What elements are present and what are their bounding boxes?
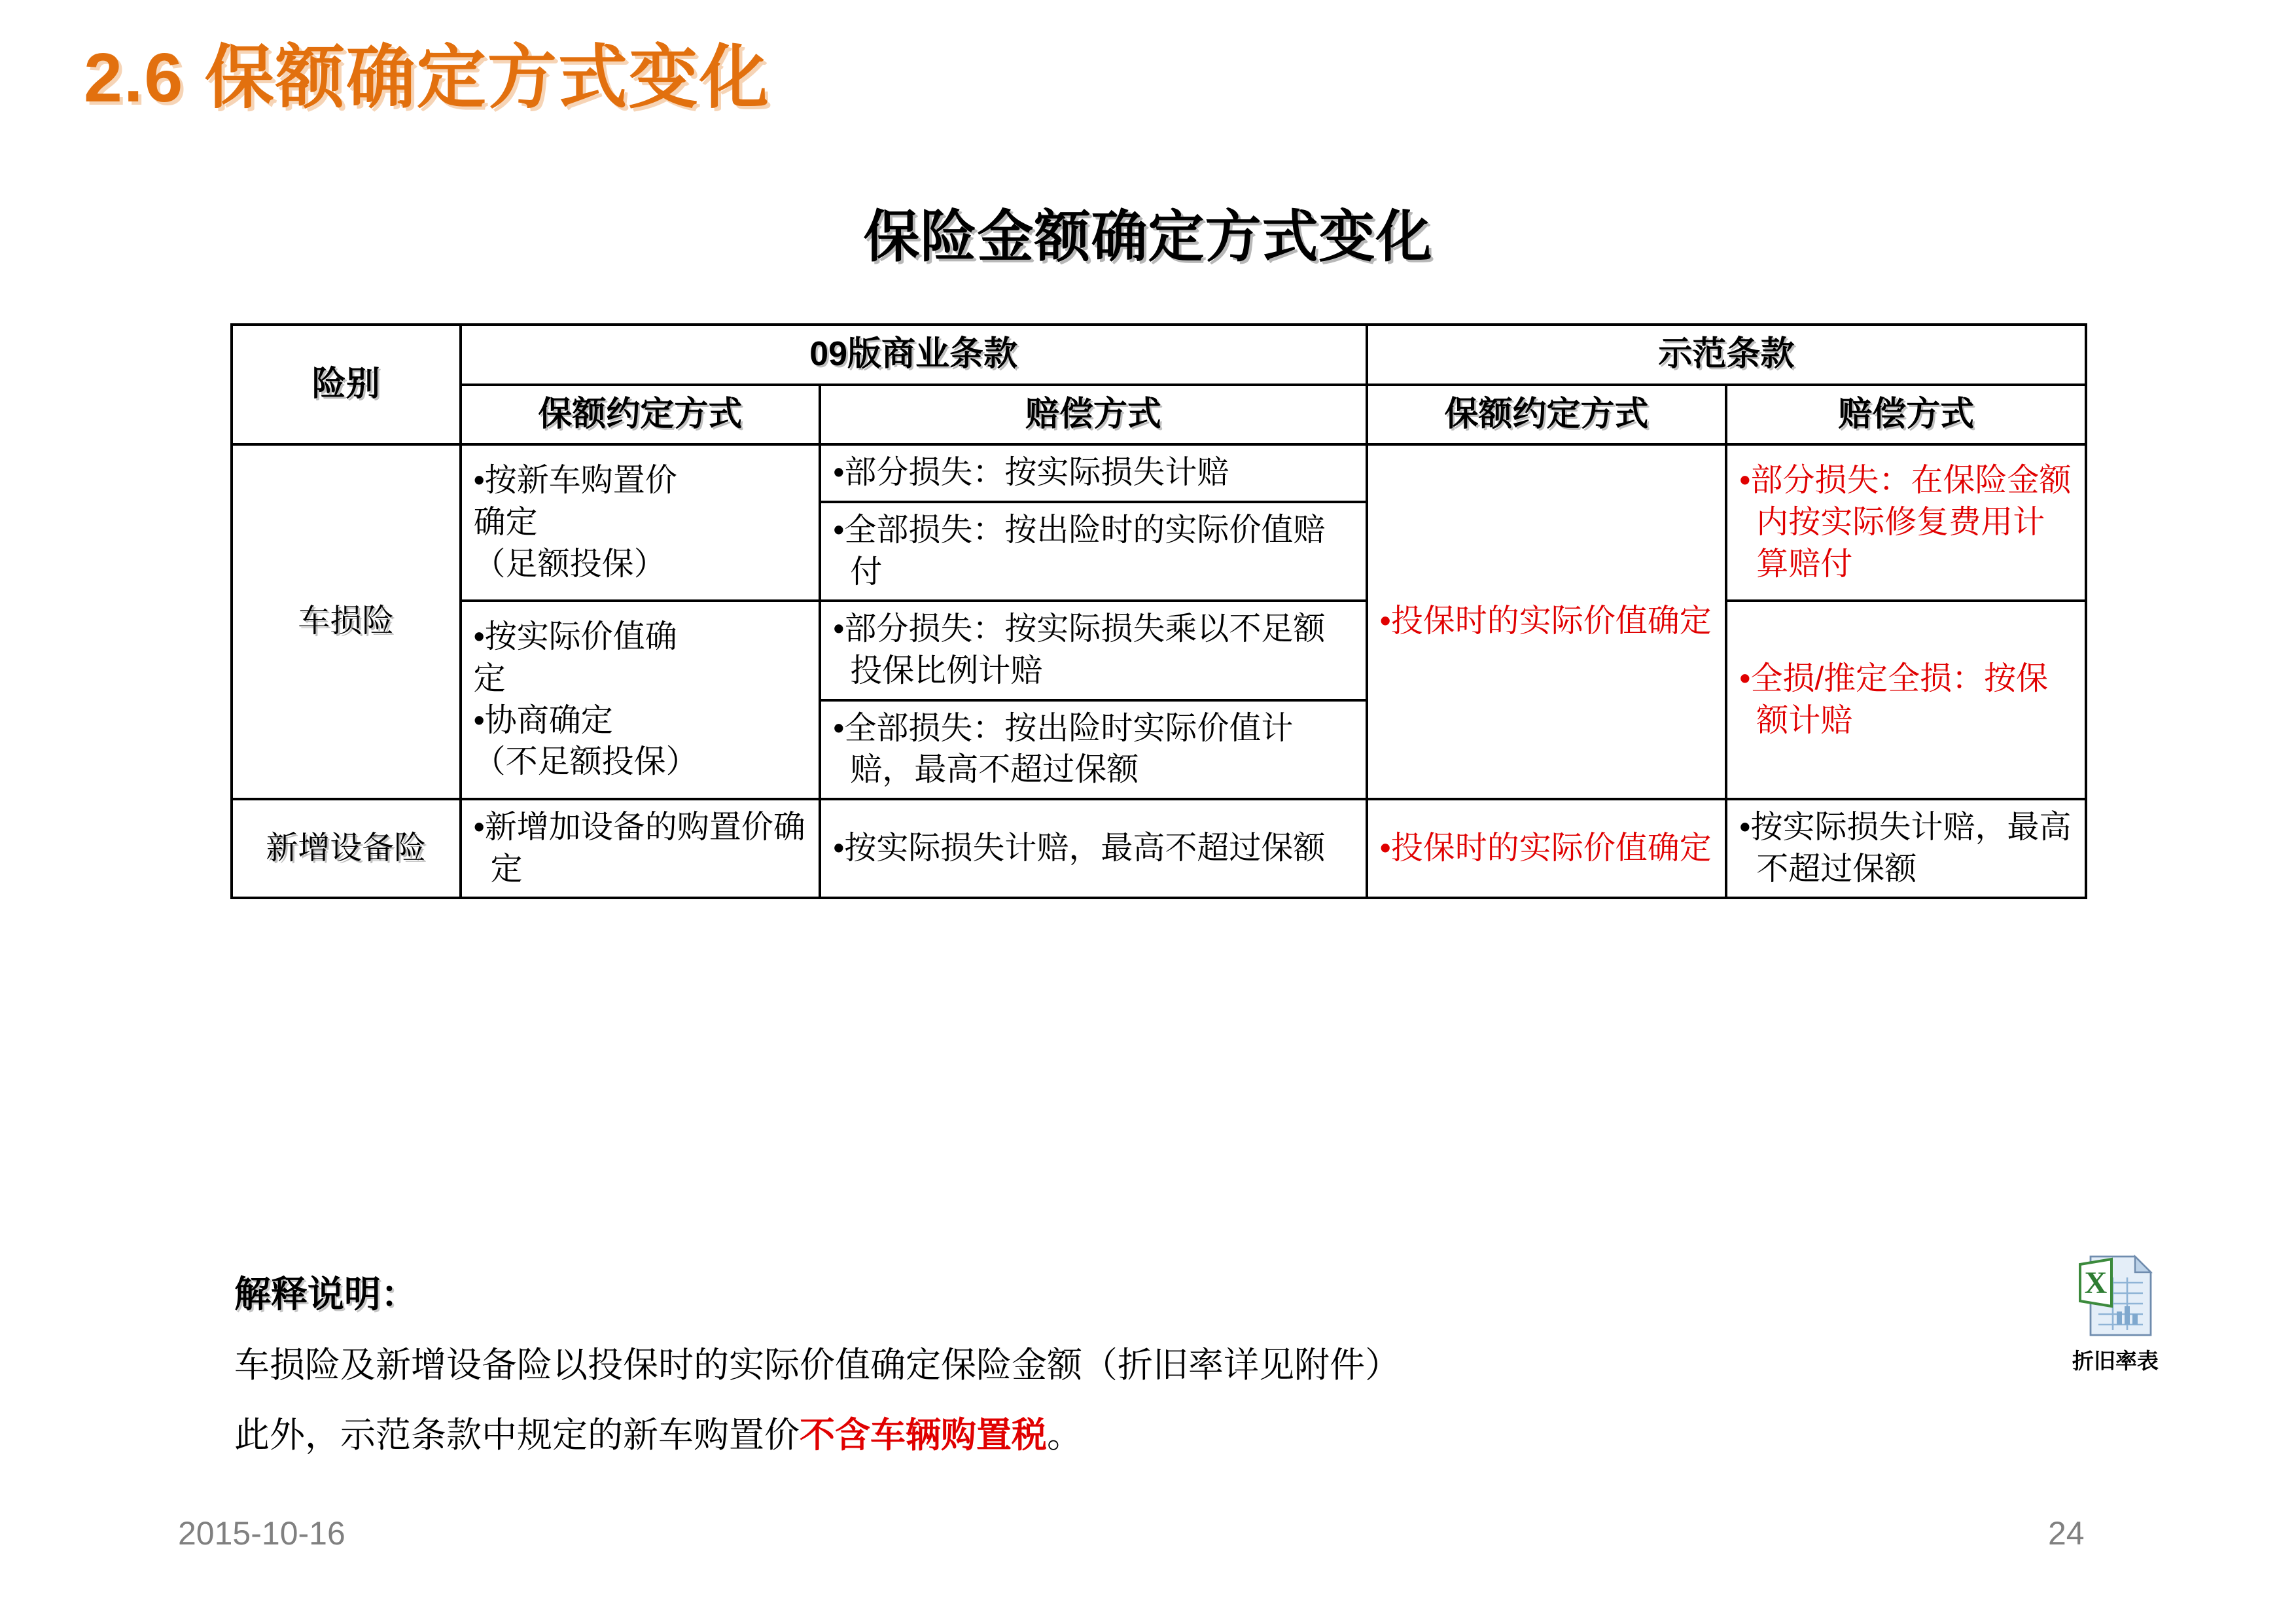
explanation-block [234,1263,1870,1466]
header-group-new-terms: 示范条款 [1367,325,2086,385]
header-new-amount-method: 保额约定方式 [1367,385,1727,445]
cell-new-payout-partial-loss: •部分损失：在保险金额内按实际修复费用计算赔付 [1726,444,2086,601]
page-title: 2.6 保额确定方式变化 [84,39,770,116]
footer-date: 2015-10-16 [178,1515,345,1552]
attachment-link[interactable] [2050,1254,2181,1375]
explanation-line-1: 车损险及新增设备险以投保时的实际价值确定保险金额（折旧率详见附件） [234,1346,1400,1385]
cell-old-amount-under-coverage [461,601,821,799]
excel-file-icon[interactable] [2077,1254,2153,1340]
cell-line: •按实际价值确 [473,619,677,655]
cell-old-payout-total-loss-2: •全部损失：按出险时实际价值计赔，最高不超过保额 [820,700,1366,799]
risk-label-added-equipment: 新增设备险 [232,799,461,898]
cell-old-payout-total-loss-1: •全部损失：按出险时的实际价值赔付 [820,502,1366,601]
header-new-payout-method: 赔偿方式 [1726,385,2086,445]
cell-old-payout-added-equipment: •按实际损失计赔，最高不超过保额 [820,799,1366,898]
table-row [232,601,2086,700]
header-group-old-terms: 09版商业条款 [461,325,1367,385]
attachment-label: 折旧率表 [2072,1349,2159,1373]
cell-new-payout-total-loss: •全损/推定全损：按保额计赔 [1726,601,2086,799]
section-heading: 保险金额确定方式变化 [863,205,1433,268]
cell-line: （不足额投保） [473,744,698,780]
cell-old-amount-full-coverage [461,444,821,601]
cell-line: （足额投保） [473,546,666,582]
header-old-amount-method: 保额约定方式 [461,385,821,445]
svg-text:X: X [2084,1266,2108,1300]
cell-old-payout-partial-loss-1: •部分损失：按实际损失计赔 [820,444,1366,502]
header-old-payout-method: 赔偿方式 [820,385,1366,445]
cell-new-amount-vehicle-damage: •投保时的实际价值确定 [1367,444,1727,799]
footer-page-number: 24 [2048,1515,2085,1552]
cell-line: 定 [473,660,506,696]
explanation-line-2-suffix: 。 [1047,1416,1082,1455]
table-row [232,444,2086,502]
table-row [232,799,2086,898]
comparison-table [230,323,2087,899]
cell-old-payout-partial-loss-2: •部分损失：按实际损失乘以不足额投保比例计赔 [820,601,1366,700]
cell-new-amount-added-equipment: •投保时的实际价值确定 [1367,799,1727,898]
explanation-line-2 [234,1405,1870,1466]
cell-line: •按新车购置价 [473,463,677,499]
cell-new-payout-added-equipment: •按实际损失计赔，最高不超过保额 [1726,799,2086,898]
cell-line: 确定 [473,504,538,540]
table-header-row-groups [232,325,2086,385]
cell-old-amount-added-equipment: •新增加设备的购置价确定 [461,799,821,898]
cell-line: •协商确定 [473,702,613,738]
table-header-row-subcolumns [232,385,2086,445]
explanation-line-2-emphasis: 不含车辆购置税 [800,1416,1047,1455]
header-risk-category: 险别 [232,325,461,444]
explanation-line-2-prefix: 此外，示范条款中规定的新车购置价 [234,1416,800,1455]
risk-label-vehicle-damage: 车损险 [232,444,461,799]
explanation-heading: 解释说明： [234,1274,417,1315]
